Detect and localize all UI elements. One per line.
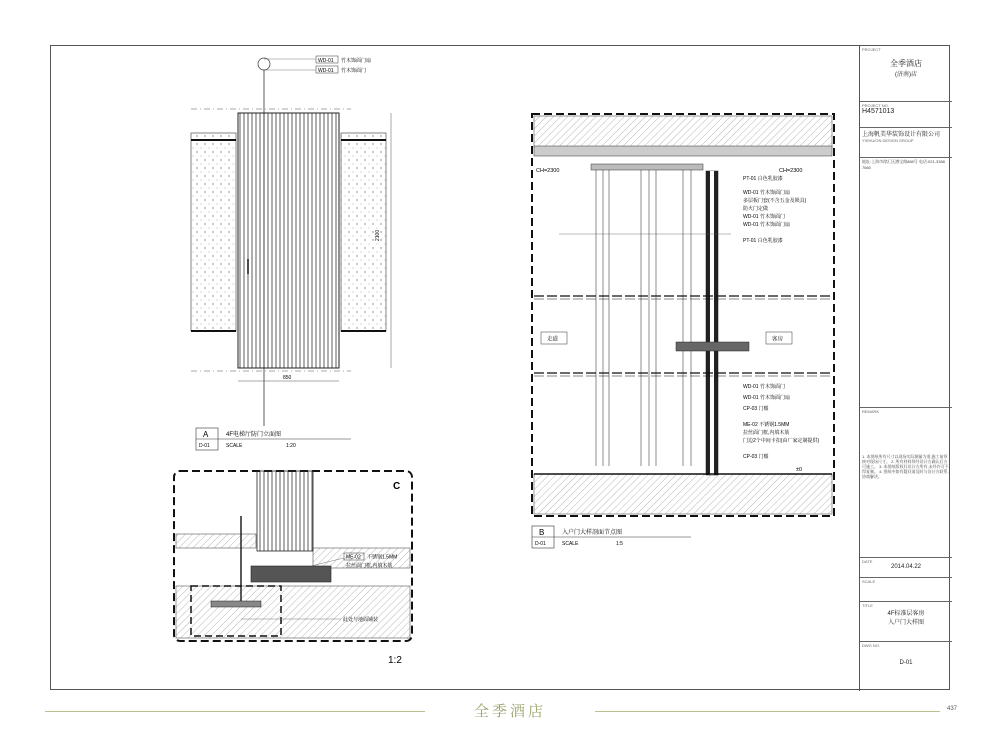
project-no-cell bbox=[860, 102, 952, 128]
scale-label: SCALE bbox=[862, 579, 876, 584]
room-label: 走道 bbox=[547, 336, 559, 343]
section-note: 拉丝面门框,内填木筋 bbox=[743, 430, 790, 436]
info-cell bbox=[860, 158, 952, 408]
section-note: WD-01 竹木饰面门扇 bbox=[743, 190, 790, 196]
drawing-no: D-01 bbox=[899, 660, 913, 666]
detail-c-marker: C bbox=[393, 481, 401, 492]
drawing-title-sub: 入户门大样图 bbox=[887, 620, 924, 626]
section-note: CP-03 门槛 bbox=[743, 454, 769, 460]
title-block bbox=[859, 46, 951, 691]
ceiling-height: CH=2300 bbox=[779, 168, 803, 174]
title-cell bbox=[860, 602, 952, 642]
footer-rule-left bbox=[45, 711, 425, 712]
company-info: 地址:上海市徐汇区漕宝路888号 电话:021-3388 7660 bbox=[862, 159, 945, 170]
detail-marker-letter: B bbox=[539, 528, 545, 537]
drawing-sheet bbox=[50, 45, 950, 690]
company-cell bbox=[860, 128, 952, 158]
company-name: 上海帆美华装饰设计有限公司 bbox=[862, 132, 941, 138]
project-no-label: PROJECT NO. bbox=[862, 103, 889, 108]
company-name-en: YISHU/ON DESIGN GROUP bbox=[862, 138, 914, 143]
detail-c-scale: 1:2 bbox=[388, 655, 402, 666]
detail-c bbox=[174, 471, 412, 666]
scale-value: 1:5 bbox=[616, 541, 623, 547]
ceiling-height: CH=2300 bbox=[536, 168, 560, 174]
remark-notes: 1. 本图纸所有尺寸以现场实际测量为准,施工前须核对现场尺寸。 2. 所有材料须经设计方确认后方可施工。 3. 本图纸版权归设计方所有,未经许可不得复制。 4. 图纸中如有疑问请及时与设计方联系,协商解决。 bbox=[862, 454, 949, 479]
section-b bbox=[532, 114, 834, 548]
project-label: PROJECT bbox=[862, 47, 881, 52]
tag-text: 竹木饰面门 bbox=[341, 67, 367, 74]
drawing-title: 4F标准层客房 bbox=[887, 611, 925, 617]
project-name: 全季酒店 bbox=[890, 59, 922, 68]
page-footer bbox=[0, 700, 1000, 722]
tag-text: 竹木饰面门扇 bbox=[341, 57, 372, 64]
drawing-caption: 4F电梯厅防门立面图 bbox=[226, 432, 282, 438]
detail-marker-letter: A bbox=[203, 430, 209, 439]
remark-label: REMARK bbox=[862, 409, 880, 414]
section-note: 门边2个中间卡扣(由厂家定制提供) bbox=[743, 438, 820, 444]
scale-label: SCALE bbox=[226, 443, 243, 449]
section-note: WD-01 竹木饰面门扇 bbox=[743, 222, 790, 228]
dimension-label: 850 bbox=[283, 375, 292, 381]
drawing-no-label: DWG NO. bbox=[862, 643, 880, 648]
tag-code: WD-01 bbox=[318, 57, 334, 64]
tag-code: ME-02 bbox=[346, 554, 361, 561]
drawing-canvas bbox=[51, 46, 859, 691]
scale-value: 1:20 bbox=[286, 443, 296, 449]
section-note: WD-01 竹木饰面门扇 bbox=[743, 395, 790, 401]
scale-label: SCALE bbox=[562, 541, 579, 547]
elevation-a bbox=[191, 56, 391, 450]
section-note: PT-01 白色乳胶漆 bbox=[743, 176, 783, 182]
drawing-caption: 入户门大样剖面节点图 bbox=[562, 530, 623, 536]
project-no: H4571013 bbox=[862, 108, 895, 115]
date-cell bbox=[860, 558, 952, 578]
section-note: WD-01 竹木饰面门 bbox=[743, 384, 785, 390]
dimension-label: 2100 bbox=[375, 229, 381, 241]
floor-level: ±0 bbox=[796, 467, 803, 473]
section-note: CP-03 门槛 bbox=[743, 406, 769, 412]
leader-note: 此处与地面铺装 bbox=[343, 617, 379, 623]
scale-cell bbox=[860, 578, 952, 602]
tag-text: 拉丝面门框,内填木筋 bbox=[346, 563, 393, 569]
tag-code: WD-01 bbox=[318, 67, 334, 74]
section-note: PT-01 白色乳胶漆 bbox=[743, 238, 783, 244]
section-note: 多层板门套(不含五金及锁具) bbox=[743, 198, 807, 204]
detail-marker-sheet: D-01 bbox=[199, 443, 210, 449]
project-name-sub: (济南)店 bbox=[895, 72, 917, 78]
brand-logo: 全季酒店 bbox=[473, 702, 546, 720]
remark-cell bbox=[860, 408, 952, 558]
date-label: DATE bbox=[862, 559, 873, 564]
title-label: TITLE bbox=[862, 603, 873, 608]
room-label: 客房 bbox=[772, 336, 784, 343]
detail-marker-sheet: D-01 bbox=[535, 541, 546, 547]
drawing-no-cell bbox=[860, 642, 952, 691]
project-cell bbox=[860, 46, 952, 102]
section-note: WD-01 竹木饰面门 bbox=[743, 214, 785, 220]
tag-text: 不锈钢1.5MM bbox=[367, 554, 398, 561]
section-note: 防火门定做 bbox=[743, 206, 769, 212]
section-note: ME-02 不锈钢1.5MM bbox=[743, 422, 790, 428]
footer-rule-right bbox=[595, 711, 940, 712]
page-number: 437 bbox=[947, 706, 958, 712]
date-value: 2014.04.22 bbox=[890, 564, 922, 570]
